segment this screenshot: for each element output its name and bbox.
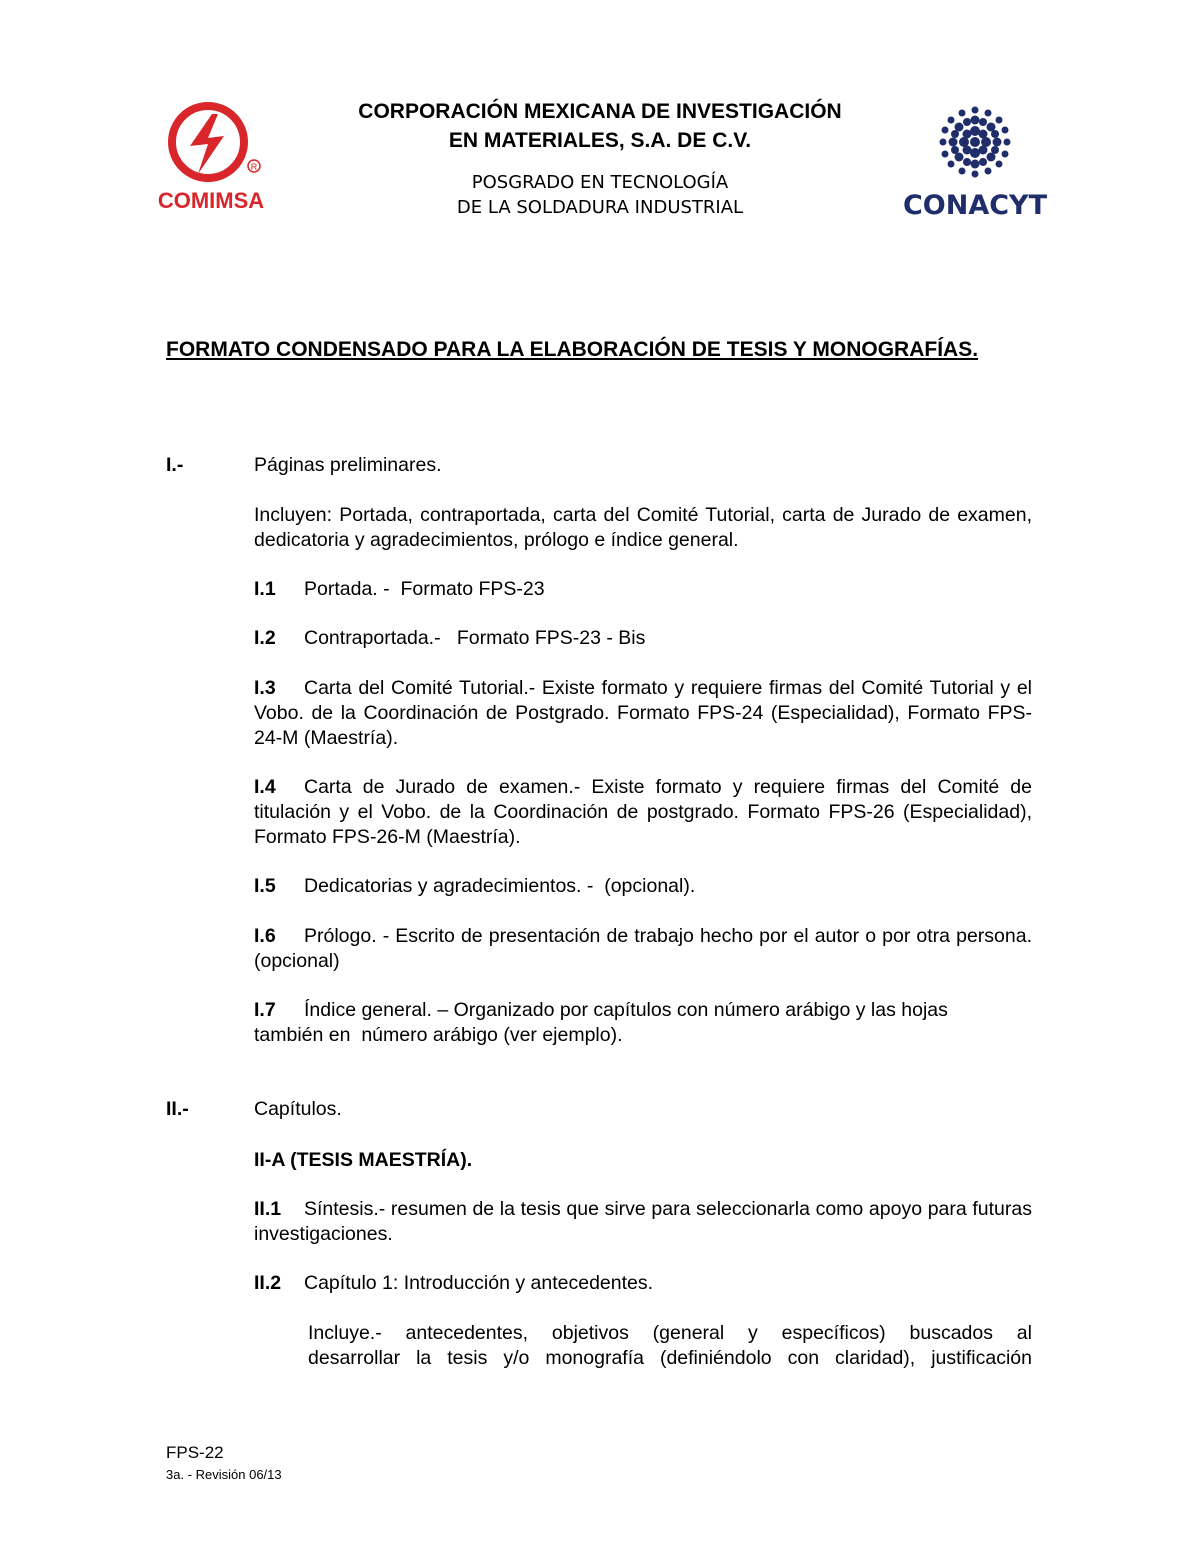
conacyt-logo-text: CONACYT [902, 190, 1048, 221]
item-text: Síntesis.- resumen de la tesis que sirve para seleccionarla como apoyo para futuras investigaciones. [254, 1198, 1032, 1245]
item-number: II.2 [254, 1272, 282, 1294]
list-item [254, 1271, 1032, 1296]
comimsa-logo-text: COMIMSA [157, 188, 265, 213]
section-1-label: I.- [166, 454, 184, 476]
comimsa-logo [150, 92, 272, 214]
section-2-label: II.- [166, 1098, 189, 1120]
footer-code: FPS-22 [166, 1443, 224, 1462]
corporation-name [300, 97, 900, 155]
list-item [254, 626, 1032, 651]
corp-line-1: CORPORACIÓN MEXICANA DE INVESTIGACIÓN [358, 100, 842, 123]
item-number: II.1 [254, 1198, 282, 1220]
svg-text:R: R [250, 162, 258, 172]
conacyt-logo [900, 100, 1050, 222]
item-text: Contraportada.- Formato FPS-23 - Bis [304, 627, 646, 649]
posgrado-line-1: POSGRADO EN TECNOLOGÍA [471, 172, 729, 193]
item-number: I.5 [254, 875, 276, 897]
section-2-title: Capítulos. [254, 1098, 342, 1120]
item-text: Prólogo. - Escrito de presentación de trabajo hecho por el autor o por otra persona. (opcional) [254, 925, 1032, 972]
corp-line-2: EN MATERIALES, S.A. DE C.V. [448, 129, 752, 152]
item-text: Capítulo 1: Introducción y antecedentes. [304, 1272, 654, 1294]
item-text: Carta del Comité Tutorial.- Existe formato y requiere firmas del Comité Tutorial y el Vobo. de la Coordinación de Postgrado. Formato FPS-24 (Especialidad), Formato FPS-24-M (Maestría). [254, 677, 1032, 749]
list-item [254, 676, 1032, 751]
item-number: I.4 [254, 776, 276, 798]
item-number: I.7 [254, 999, 276, 1021]
includes-paragraph [308, 1321, 1032, 1371]
conacyt-emblem-icon [900, 100, 1050, 222]
item-number: I.6 [254, 925, 276, 947]
list-item [254, 577, 1032, 602]
item-text: Dedicatorias y agradecimientos. - (opcional). [304, 875, 696, 897]
includes-line-1: Incluye.- antecedentes, objetivos (general y específicos) buscados al [308, 1322, 1032, 1344]
item-number: I.3 [254, 677, 276, 699]
document-title: FORMATO CONDENSADO PARA LA ELABORACIÓN DE TESIS Y MONOGRAFÍAS. [166, 338, 979, 361]
item-number: I.2 [254, 627, 276, 649]
comimsa-emblem-icon [150, 92, 272, 214]
list-item [254, 1197, 1032, 1247]
list-item [254, 874, 1032, 899]
section-1-intro: Incluyen: Portada, contraportada, carta del Comité Tutorial, carta de Jurado de examen, dedicatoria y agradecimientos, prólogo e índice general. [254, 504, 1032, 551]
item-text: Índice general. – Organizado por capítulos con número arábigo y las hojas [304, 999, 948, 1021]
item-text-continuation: también en número arábigo (ver ejemplo). [254, 1024, 623, 1046]
item-number: I.1 [254, 578, 276, 600]
posgrado-line-2: DE LA SOLDADURA INDUSTRIAL [456, 197, 744, 218]
includes-line-2: desarrollar la tesis y/o monografía (definiéndolo con claridad), justificación [308, 1347, 1032, 1369]
section-1-title: Páginas preliminares. [254, 454, 442, 476]
section-2-subheading: II-A (TESIS MAESTRÍA). [254, 1149, 473, 1171]
footer-revision: 3a. - Revisión 06/13 [166, 1467, 282, 1482]
posgrado-name [300, 170, 900, 220]
list-item [254, 775, 1032, 850]
item-text: Carta de Jurado de examen.- Existe formato y requiere firmas del Comité de titulación y el Vobo. de la Coordinación de postgrado. Formato FPS-26 (Especialidad), Formato FPS-26-M (Maestría). [254, 776, 1032, 848]
list-item [254, 924, 1032, 974]
item-text: Portada. - Formato FPS-23 [304, 578, 545, 600]
list-item [254, 998, 1032, 1048]
